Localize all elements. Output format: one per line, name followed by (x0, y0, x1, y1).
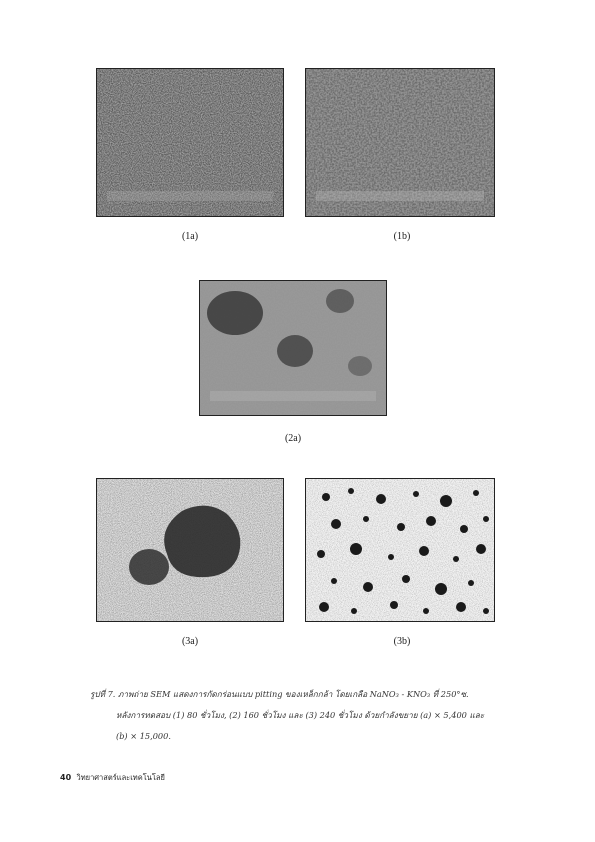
panel-label-2a: (2a) (284, 433, 302, 444)
caption-line-2: หลังการทดสอบ (1) 80 ชั่วโมง, (2) 160 ชั่วโมง และ (3) 240 ชั่วโมง ด้วยกำลังขยาย (a) × 5,400 และ (116, 710, 485, 720)
caption-line-3: (b) × 15,000. (116, 731, 171, 741)
journal-name: วิทยาศาสตร์และเทคโนโลยี (76, 773, 165, 782)
panel-label-1a: (1a) (181, 231, 199, 242)
panel-label-1b: (1b) (393, 231, 411, 242)
sem-micrograph-1a (96, 68, 284, 217)
micrograph-image (306, 479, 494, 621)
micrograph-image (200, 281, 386, 415)
panel-label-3a: (3a) (181, 636, 199, 647)
caption-line-1: รูปที่ 7. ภาพถ่าย SEM แสดงการกัดกร่อนแบบ pitting ของเหล็กกล้า โดยเกลือ NaNO₃ - KNO₃ ที่ 250°ซ. (90, 689, 469, 699)
panel-label-3b: (3b) (393, 636, 411, 647)
micrograph-image (97, 479, 283, 621)
micrograph-image (306, 69, 494, 216)
page-footer (60, 772, 165, 784)
sem-micrograph-2a (199, 280, 387, 416)
sem-micrograph-3a (96, 478, 284, 622)
micrograph-image (97, 69, 283, 216)
page-number: 40 (60, 773, 72, 782)
sem-micrograph-1b (305, 68, 495, 217)
figure-caption (90, 684, 540, 747)
sem-micrograph-3b (305, 478, 495, 622)
